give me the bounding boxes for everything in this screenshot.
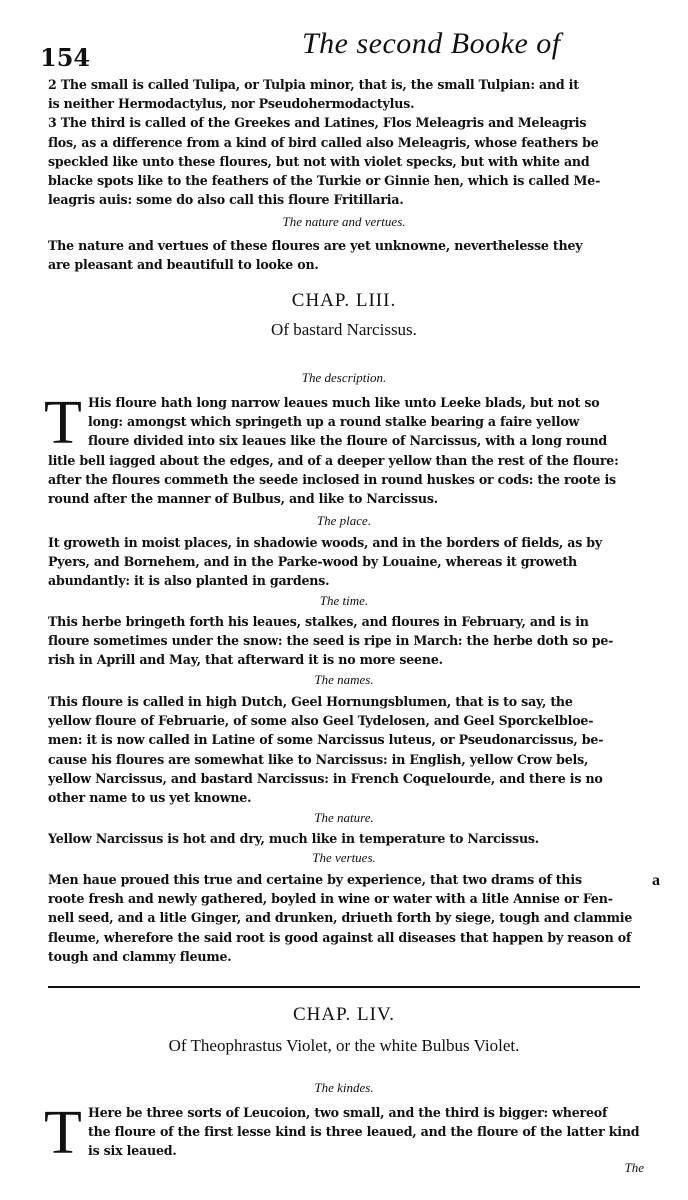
page-header xyxy=(40,25,680,72)
text-line: speckled like unto these floures, but not with violet specks, but with white and xyxy=(48,153,590,169)
time-subhead: The time. xyxy=(319,593,369,608)
running-title: The second Booke of xyxy=(302,27,561,60)
text-line: The nature and vertues of these floures are yet unknowne, neverthelesse they xyxy=(48,238,583,253)
vertues-subhead: The vertues. xyxy=(312,850,376,865)
text-line: is neither Hermodactylus, nor Pseudohermodactylus. xyxy=(48,96,415,112)
text-line: are pleasant and beautifull to looke on. xyxy=(48,257,319,273)
text-line: men: it is now called in Latine of some Narcissus luteus, or Pseudonarcissus, be- xyxy=(48,732,604,748)
text-line: His floure hath long narrow leaues much like unto Leeke blads, but not so xyxy=(88,395,600,410)
text-line: 3 The third is called of the Greekes and Latines, Flos Meleagris and Meleagris xyxy=(48,115,587,131)
nature-subhead: The nature. xyxy=(314,810,374,825)
text-line: yellow Narcissus, and bastard Narcissus: in French Coquelourde, and there is no xyxy=(48,770,603,786)
text-line: roote fresh and newly gathered, boyled in wine or water with a litle Annise or Fen- xyxy=(48,891,613,907)
text-line: Yellow Narcissus is hot and dry, much like in temperature to Narcissus. xyxy=(48,831,539,846)
tulip-kinds-paragraph xyxy=(48,75,648,209)
chapter-54-title: Of Theophrastus Violet, or the white Bulbus Violet. xyxy=(168,1036,520,1055)
names-subhead: The names. xyxy=(314,672,374,687)
chapter-divider-rule xyxy=(48,986,640,988)
drop-capital: T xyxy=(44,389,82,457)
text-line: litle bell iagged about the edges, and of a deeper yellow than the rest of the floure: xyxy=(48,453,619,468)
text-line: long: amongst which springeth up a round stalke bearing a faire yellow xyxy=(88,414,580,430)
names-paragraph xyxy=(48,692,648,807)
nature-vertues-subhead: The nature and vertues. xyxy=(282,214,406,229)
text-line: Men haue proued this true and certaine by experience, that two drams of this xyxy=(48,872,582,887)
text-line: flos, as a difference from a kind of bird called also Meleagris, whose feathers be xyxy=(48,134,599,150)
text-line: abundantly: it is also planted in gardens. xyxy=(48,573,330,589)
text-line: the floure of the first lesse kind is three leaued, and the floure of the latter kind xyxy=(88,1124,640,1140)
text-line: This herbe bringeth forth his leaues, stalkes, and floures in February, and is in xyxy=(48,614,589,629)
nature-paragraph xyxy=(48,829,648,848)
text-line: yellow floure of Februarie, of some also Geel Tydelosen, and Geel Sporckelbloe- xyxy=(48,713,594,729)
description-paragraph-rest xyxy=(48,451,648,509)
catchword: The xyxy=(624,1160,644,1175)
place-paragraph xyxy=(48,533,648,591)
text-line: other name to us yet knowne. xyxy=(48,790,252,806)
text-line: This floure is called in high Dutch, Geel Hornungsblumen, that is to say, the xyxy=(48,694,573,709)
text-line: 2 The small is called Tulipa, or Tulpia minor, that is, the small Tulpian: and it xyxy=(48,77,579,92)
text-line: rish in Aprill and May, that afterward it is no more seene. xyxy=(48,652,443,668)
text-line: tough and clammy fleume. xyxy=(48,948,232,964)
tulip-nature-paragraph xyxy=(48,236,648,274)
text-line: fleume, wherefore the said root is good against all diseases that happen by reason of xyxy=(48,929,632,945)
text-line: cause his floures are somewhat like to Narcissus: in English, yellow Crow bels, xyxy=(48,751,589,767)
text-line: It groweth in moist places, in shadowie woods, and in the borders of fields, as by xyxy=(48,535,603,550)
margin-note: a xyxy=(652,872,660,889)
description-subhead: The description. xyxy=(301,370,387,385)
chapter-54-number: CHAP. LIV. xyxy=(292,1004,396,1025)
vertues-paragraph xyxy=(48,870,648,966)
text-line: Here be three sorts of Leucoion, two small, and the third is bigger: whereof xyxy=(88,1105,608,1120)
chapter-53-number: CHAP. LIII. xyxy=(291,290,397,311)
kindes-subhead: The kindes. xyxy=(314,1080,374,1095)
page-number: 154 xyxy=(40,43,91,72)
time-paragraph xyxy=(48,612,648,670)
text-line: floure divided into six leaues like the floure of Narcissus, with a long round xyxy=(88,433,608,449)
drop-capital: T xyxy=(44,1099,82,1167)
text-line: leagris auis: some do also call this floure Fritillaria. xyxy=(48,192,404,208)
text-line: floure sometimes under the snow: the seed is ripe in March: the herbe doth so pe- xyxy=(48,633,614,649)
kindes-paragraph xyxy=(88,1103,648,1161)
text-line: is six leaued. xyxy=(88,1143,177,1159)
text-line: Pyers, and Bornehem, and in the Parke-wood by Louaine, whereas it groweth xyxy=(48,554,577,570)
place-subhead: The place. xyxy=(316,513,372,528)
text-line: round after the manner of Bulbus, and like to Narcissus. xyxy=(48,491,438,507)
description-paragraph-start xyxy=(88,393,648,451)
chapter-53-title: Of bastard Narcissus. xyxy=(271,320,417,339)
text-line: after the floures commeth the seede inclosed in round huskes or cods: the roote is xyxy=(48,472,616,488)
text-line: blacke spots like to the feathers of the Turkie or Ginnie hen, which is called Me- xyxy=(48,173,601,189)
text-line: nell seed, and a litle Ginger, and drunken, driueth forth by siege, tough and clammie xyxy=(48,910,633,926)
